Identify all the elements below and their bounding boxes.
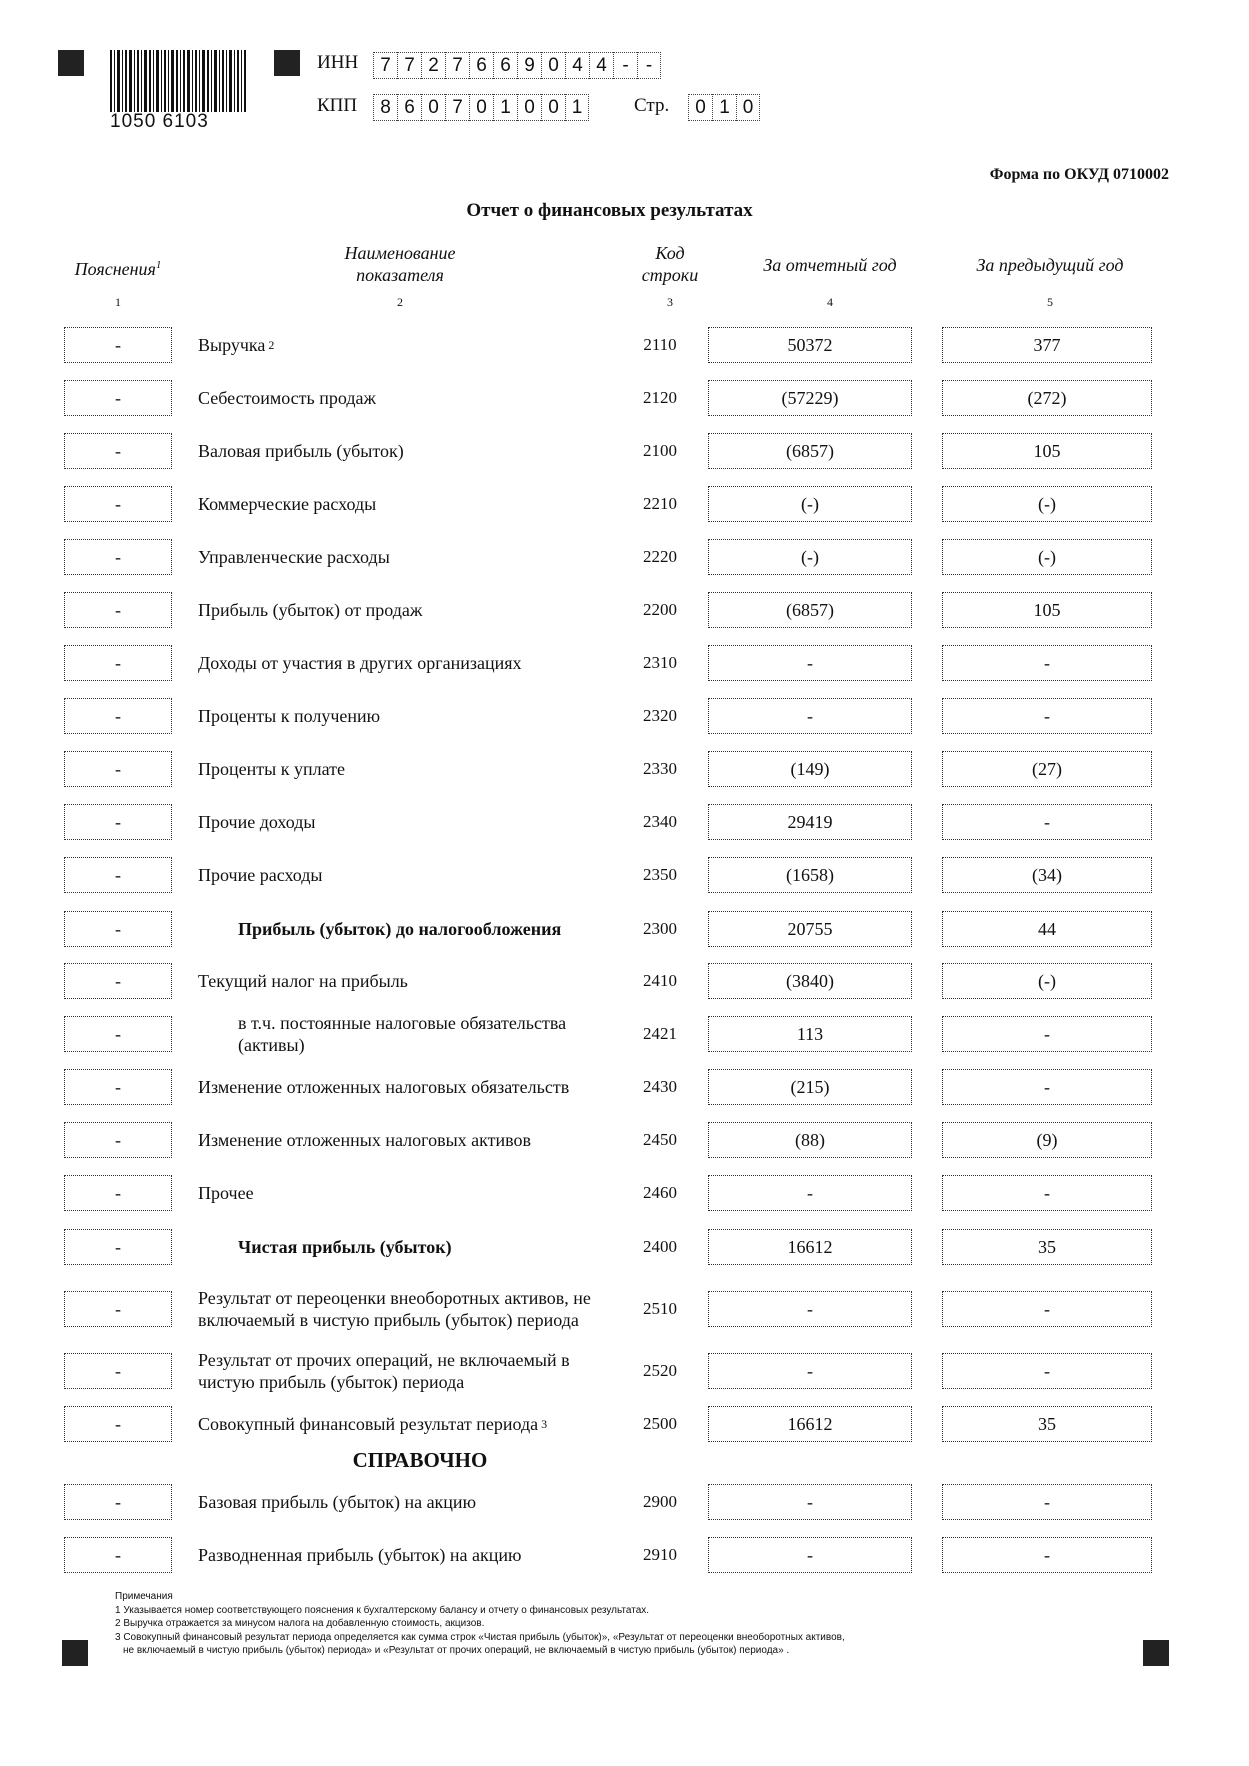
kpp-cell: 6 <box>397 94 421 121</box>
footnotes <box>115 1590 845 1658</box>
row-previous-value: - <box>942 698 1152 734</box>
row-code: 2910 <box>643 1545 677 1564</box>
row-code: 2460 <box>643 1183 677 1202</box>
col-header-notes-text: Пояснения <box>74 259 156 279</box>
row-current-value: - <box>708 1353 912 1389</box>
row-note: - <box>64 645 172 681</box>
row-code: 2120 <box>643 388 677 407</box>
row-name <box>198 637 618 689</box>
row-note: - <box>64 857 172 893</box>
row-previous-value: (-) <box>942 963 1152 999</box>
col-number-2: 2 <box>397 295 403 309</box>
table-row <box>0 1288 1249 1330</box>
table-row <box>0 751 1249 789</box>
row-current-value: - <box>708 1175 912 1211</box>
inn-cell: 4 <box>589 52 613 79</box>
col-header-code-line1: Код <box>655 243 685 263</box>
row-current-value: (3840) <box>708 963 912 999</box>
row-name <box>198 849 618 901</box>
row-name-text: Совокупный финансовый результат периода <box>198 1414 539 1434</box>
row-name-text: Результат от переоценки внеоборотных активов, не включаемый в чистую прибыль (убыток) периода <box>198 1288 591 1330</box>
row-code: 2520 <box>643 1361 677 1380</box>
table-row <box>0 1406 1249 1444</box>
row-name <box>198 478 618 530</box>
row-current-value: - <box>708 698 912 734</box>
row-name-text: Прибыль (убыток) до налогообложения <box>238 919 562 939</box>
row-note: - <box>64 1122 172 1158</box>
row-name <box>198 425 618 477</box>
row-name <box>198 1476 618 1528</box>
table-row <box>0 433 1249 471</box>
col-header-name <box>300 242 500 286</box>
table-row <box>0 645 1249 683</box>
row-previous-value: - <box>942 804 1152 840</box>
row-name <box>198 955 618 1007</box>
row-current-value: (57229) <box>708 380 912 416</box>
row-current-value: (6857) <box>708 592 912 628</box>
col-header-notes <box>58 254 178 280</box>
col-header-name-line2: показателя <box>356 265 444 285</box>
inn-cell: 4 <box>565 52 589 79</box>
row-previous-value: - <box>942 1291 1152 1327</box>
row-code: 2500 <box>643 1414 677 1433</box>
table-row <box>0 592 1249 630</box>
row-name <box>198 1345 618 1397</box>
col-header-notes-sup: 1 <box>155 259 162 271</box>
col-header-code <box>620 242 720 286</box>
row-current-value: 50372 <box>708 327 912 363</box>
row-name <box>198 796 618 848</box>
row-current-value: (88) <box>708 1122 912 1158</box>
row-note: - <box>64 911 172 947</box>
table-row <box>0 539 1249 577</box>
table-row <box>0 698 1249 736</box>
barcode <box>108 50 248 114</box>
row-previous-value: - <box>942 1484 1152 1520</box>
row-name <box>198 1529 618 1581</box>
row-note: - <box>64 327 172 363</box>
row-name <box>198 743 618 795</box>
table-row <box>0 857 1249 895</box>
row-name-text: в т.ч. постоянные налоговые обязательства (активы) <box>238 1013 567 1055</box>
row-code: 2350 <box>643 865 677 884</box>
row-note: - <box>64 1406 172 1442</box>
inn-cell: 2 <box>421 52 445 79</box>
table-row <box>0 1229 1249 1267</box>
row-name <box>238 1008 618 1060</box>
reference-title: СПРАВОЧНО <box>352 1448 488 1472</box>
row-name <box>198 584 618 636</box>
row-name-text: Базовая прибыль (убыток) на акцию <box>198 1492 477 1512</box>
row-name-text: Чистая прибыль (убыток) <box>238 1237 452 1257</box>
row-name-text: Управленческие расходы <box>198 547 390 567</box>
row-name-text: Прочие расходы <box>198 865 323 885</box>
inn-cells <box>373 52 661 79</box>
footnotes-title: Примечания <box>115 1591 173 1602</box>
row-code: 2310 <box>643 653 677 672</box>
row-name-text: Текущий налог на прибыль <box>198 971 408 991</box>
table-row <box>0 1537 1249 1575</box>
inn-cell: 9 <box>517 52 541 79</box>
row-code: 2320 <box>643 706 677 725</box>
page-label: Стр. <box>634 95 670 116</box>
row-current-value: (215) <box>708 1069 912 1105</box>
kpp-cell: 8 <box>373 94 397 121</box>
row-current-value: (-) <box>708 486 912 522</box>
row-name <box>238 903 618 955</box>
row-name-text: Проценты к получению <box>198 706 381 726</box>
inn-cell: - <box>637 52 661 79</box>
row-name <box>198 1283 618 1335</box>
col-number-5: 5 <box>1047 295 1053 309</box>
kpp-cell: 1 <box>493 94 517 121</box>
table-row <box>0 804 1249 842</box>
row-previous-value: (-) <box>942 486 1152 522</box>
table-row <box>0 1013 1249 1055</box>
row-note: - <box>64 1016 172 1052</box>
row-previous-value: 105 <box>942 592 1152 628</box>
table-row <box>0 327 1249 365</box>
row-previous-value: - <box>942 1353 1152 1389</box>
row-previous-value: (272) <box>942 380 1152 416</box>
row-note: - <box>64 1229 172 1265</box>
page-cell: 1 <box>712 94 736 121</box>
row-code: 2900 <box>643 1492 677 1511</box>
corner-marker-top-left <box>58 50 84 76</box>
row-previous-value: - <box>942 1175 1152 1211</box>
row-name-text: Изменение отложенных налоговых активов <box>198 1130 532 1150</box>
row-previous-value: (-) <box>942 539 1152 575</box>
footnote-2: 2 Выручка отражается за минусом налога на добавленную стоимость, акцизов. <box>115 1618 485 1629</box>
row-code: 2340 <box>643 812 677 831</box>
row-previous-value: (9) <box>942 1122 1152 1158</box>
row-code: 2421 <box>643 1024 677 1043</box>
footnote-3: 3 Совокупный финансовый результат периода определяется как сумма строк «Чистая прибыль (убыток)», «Результат от переоценки внеоборотных активов, <box>115 1631 845 1643</box>
corner-marker-bottom-left <box>62 1640 88 1666</box>
row-name-text: Изменение отложенных налоговых обязательств <box>198 1077 570 1097</box>
row-previous-value: 35 <box>942 1229 1152 1265</box>
kpp-label: КПП <box>317 95 358 116</box>
row-code: 2210 <box>643 494 677 513</box>
row-name <box>198 1114 618 1166</box>
col-header-current: За отчетный год <box>763 255 897 275</box>
row-previous-value: 44 <box>942 911 1152 947</box>
row-name-text: Коммерческие расходы <box>198 494 377 514</box>
row-code: 2200 <box>643 600 677 619</box>
row-code: 2450 <box>643 1130 677 1149</box>
row-name <box>198 1398 618 1450</box>
table-row <box>0 1175 1249 1213</box>
row-note: - <box>64 486 172 522</box>
kpp-cell: 0 <box>517 94 541 121</box>
kpp-cell: 0 <box>421 94 445 121</box>
row-note: - <box>64 433 172 469</box>
row-code: 2100 <box>643 441 677 460</box>
row-previous-value: - <box>942 1016 1152 1052</box>
row-code: 2300 <box>643 919 677 938</box>
row-note: - <box>64 592 172 628</box>
row-current-value: 29419 <box>708 804 912 840</box>
row-note: - <box>64 539 172 575</box>
row-current-value: (149) <box>708 751 912 787</box>
row-note: - <box>64 804 172 840</box>
kpp-cell: 0 <box>541 94 565 121</box>
row-name <box>198 372 618 424</box>
table-row <box>0 1069 1249 1107</box>
row-previous-value: - <box>942 1537 1152 1573</box>
row-name-text: Результат от прочих операций, не включаемый в чистую прибыль (убыток) периода <box>198 1350 570 1392</box>
row-previous-value: - <box>942 1069 1152 1105</box>
page-cell: 0 <box>688 94 712 121</box>
col-number-3: 3 <box>667 295 673 309</box>
kpp-cell: 1 <box>565 94 589 121</box>
page-cells <box>688 94 760 121</box>
inn-label: ИНН <box>317 52 359 73</box>
row-name <box>198 690 618 742</box>
row-previous-value: 105 <box>942 433 1152 469</box>
barcode-number: 1050 6103 <box>110 111 209 132</box>
row-note: - <box>64 380 172 416</box>
row-name <box>198 1061 618 1113</box>
table-row <box>0 1350 1249 1392</box>
row-name-text: Разводненная прибыль (убыток) на акцию <box>198 1545 522 1565</box>
table-row <box>0 963 1249 1001</box>
row-code: 2430 <box>643 1077 677 1096</box>
row-name-text: Выручка <box>198 335 266 355</box>
row-code: 2400 <box>643 1237 677 1256</box>
inn-cell: 6 <box>493 52 517 79</box>
corner-marker-bottom-right <box>1143 1640 1169 1666</box>
col-number-4: 4 <box>827 295 833 309</box>
footnote-1: 1 Указывается номер соответствующего пояснения к бухгалтерскому балансу и отчету о финансовых результатах. <box>115 1604 650 1616</box>
row-current-value: - <box>708 1537 912 1573</box>
inn-cell: 7 <box>397 52 421 79</box>
table-row <box>0 486 1249 524</box>
row-current-value: 20755 <box>708 911 912 947</box>
row-note: - <box>64 698 172 734</box>
row-name-text: Прочее <box>198 1183 254 1203</box>
row-name <box>198 1167 618 1219</box>
row-previous-value: 35 <box>942 1406 1152 1442</box>
col-header-code-line2: строки <box>641 265 699 285</box>
row-previous-value: (34) <box>942 857 1152 893</box>
inn-cell: 6 <box>469 52 493 79</box>
row-name-sup: 2 <box>268 338 275 352</box>
page-cell: 0 <box>736 94 760 121</box>
row-note: - <box>64 1069 172 1105</box>
row-previous-value: (27) <box>942 751 1152 787</box>
row-note: - <box>64 1175 172 1211</box>
inn-cell: 7 <box>373 52 397 79</box>
row-current-value: 16612 <box>708 1406 912 1442</box>
row-code: 2510 <box>643 1299 677 1318</box>
corner-marker-top-middle <box>274 50 300 76</box>
table-row <box>0 380 1249 418</box>
table-row <box>0 911 1249 949</box>
row-current-value: 16612 <box>708 1229 912 1265</box>
inn-cell: 0 <box>541 52 565 79</box>
col-header-previous: За предыдущий год <box>976 255 1124 275</box>
row-name-text: Прочие доходы <box>198 812 316 832</box>
row-name <box>238 1221 618 1273</box>
row-current-value: (-) <box>708 539 912 575</box>
row-name-text: Доходы от участия в других организациях <box>198 653 522 673</box>
row-name <box>198 531 618 583</box>
row-code: 2110 <box>643 335 677 354</box>
row-current-value: - <box>708 645 912 681</box>
row-note: - <box>64 1537 172 1573</box>
row-name-sup: 3 <box>541 1417 548 1431</box>
row-current-value: 113 <box>708 1016 912 1052</box>
row-note: - <box>64 751 172 787</box>
row-current-value: - <box>708 1484 912 1520</box>
row-previous-value: 377 <box>942 327 1152 363</box>
form-code: Форма по ОКУД 0710002 <box>989 166 1169 183</box>
row-code: 2410 <box>643 971 677 990</box>
col-number-1: 1 <box>115 295 121 309</box>
row-name-text: Валовая прибыль (убыток) <box>198 441 404 461</box>
row-name-text: Прибыль (убыток) от продаж <box>198 600 423 620</box>
row-name-text: Себестоимость продаж <box>198 388 376 408</box>
row-current-value: - <box>708 1291 912 1327</box>
row-current-value: (6857) <box>708 433 912 469</box>
row-note: - <box>64 963 172 999</box>
kpp-cells <box>373 94 589 121</box>
row-code: 2330 <box>643 759 677 778</box>
row-note: - <box>64 1484 172 1520</box>
report-title: Отчет о финансовых результатах <box>466 200 753 221</box>
row-name-text: Проценты к уплате <box>198 759 345 779</box>
table-row <box>0 1484 1249 1522</box>
row-current-value: (1658) <box>708 857 912 893</box>
inn-cell: - <box>613 52 637 79</box>
row-name <box>198 319 618 371</box>
kpp-cell: 0 <box>469 94 493 121</box>
inn-cell: 7 <box>445 52 469 79</box>
table-row <box>0 1122 1249 1160</box>
row-note: - <box>64 1291 172 1327</box>
row-previous-value: - <box>942 645 1152 681</box>
row-code: 2220 <box>643 547 677 566</box>
row-note: - <box>64 1353 172 1389</box>
col-header-name-line1: Наименование <box>344 243 456 263</box>
kpp-cell: 7 <box>445 94 469 121</box>
footnote-3-cont: не включаемый в чистую прибыль (убыток) периода» и «Результат от прочих операций, не включаемый в чистую прибыль (убыток) периода» . <box>123 1645 790 1656</box>
